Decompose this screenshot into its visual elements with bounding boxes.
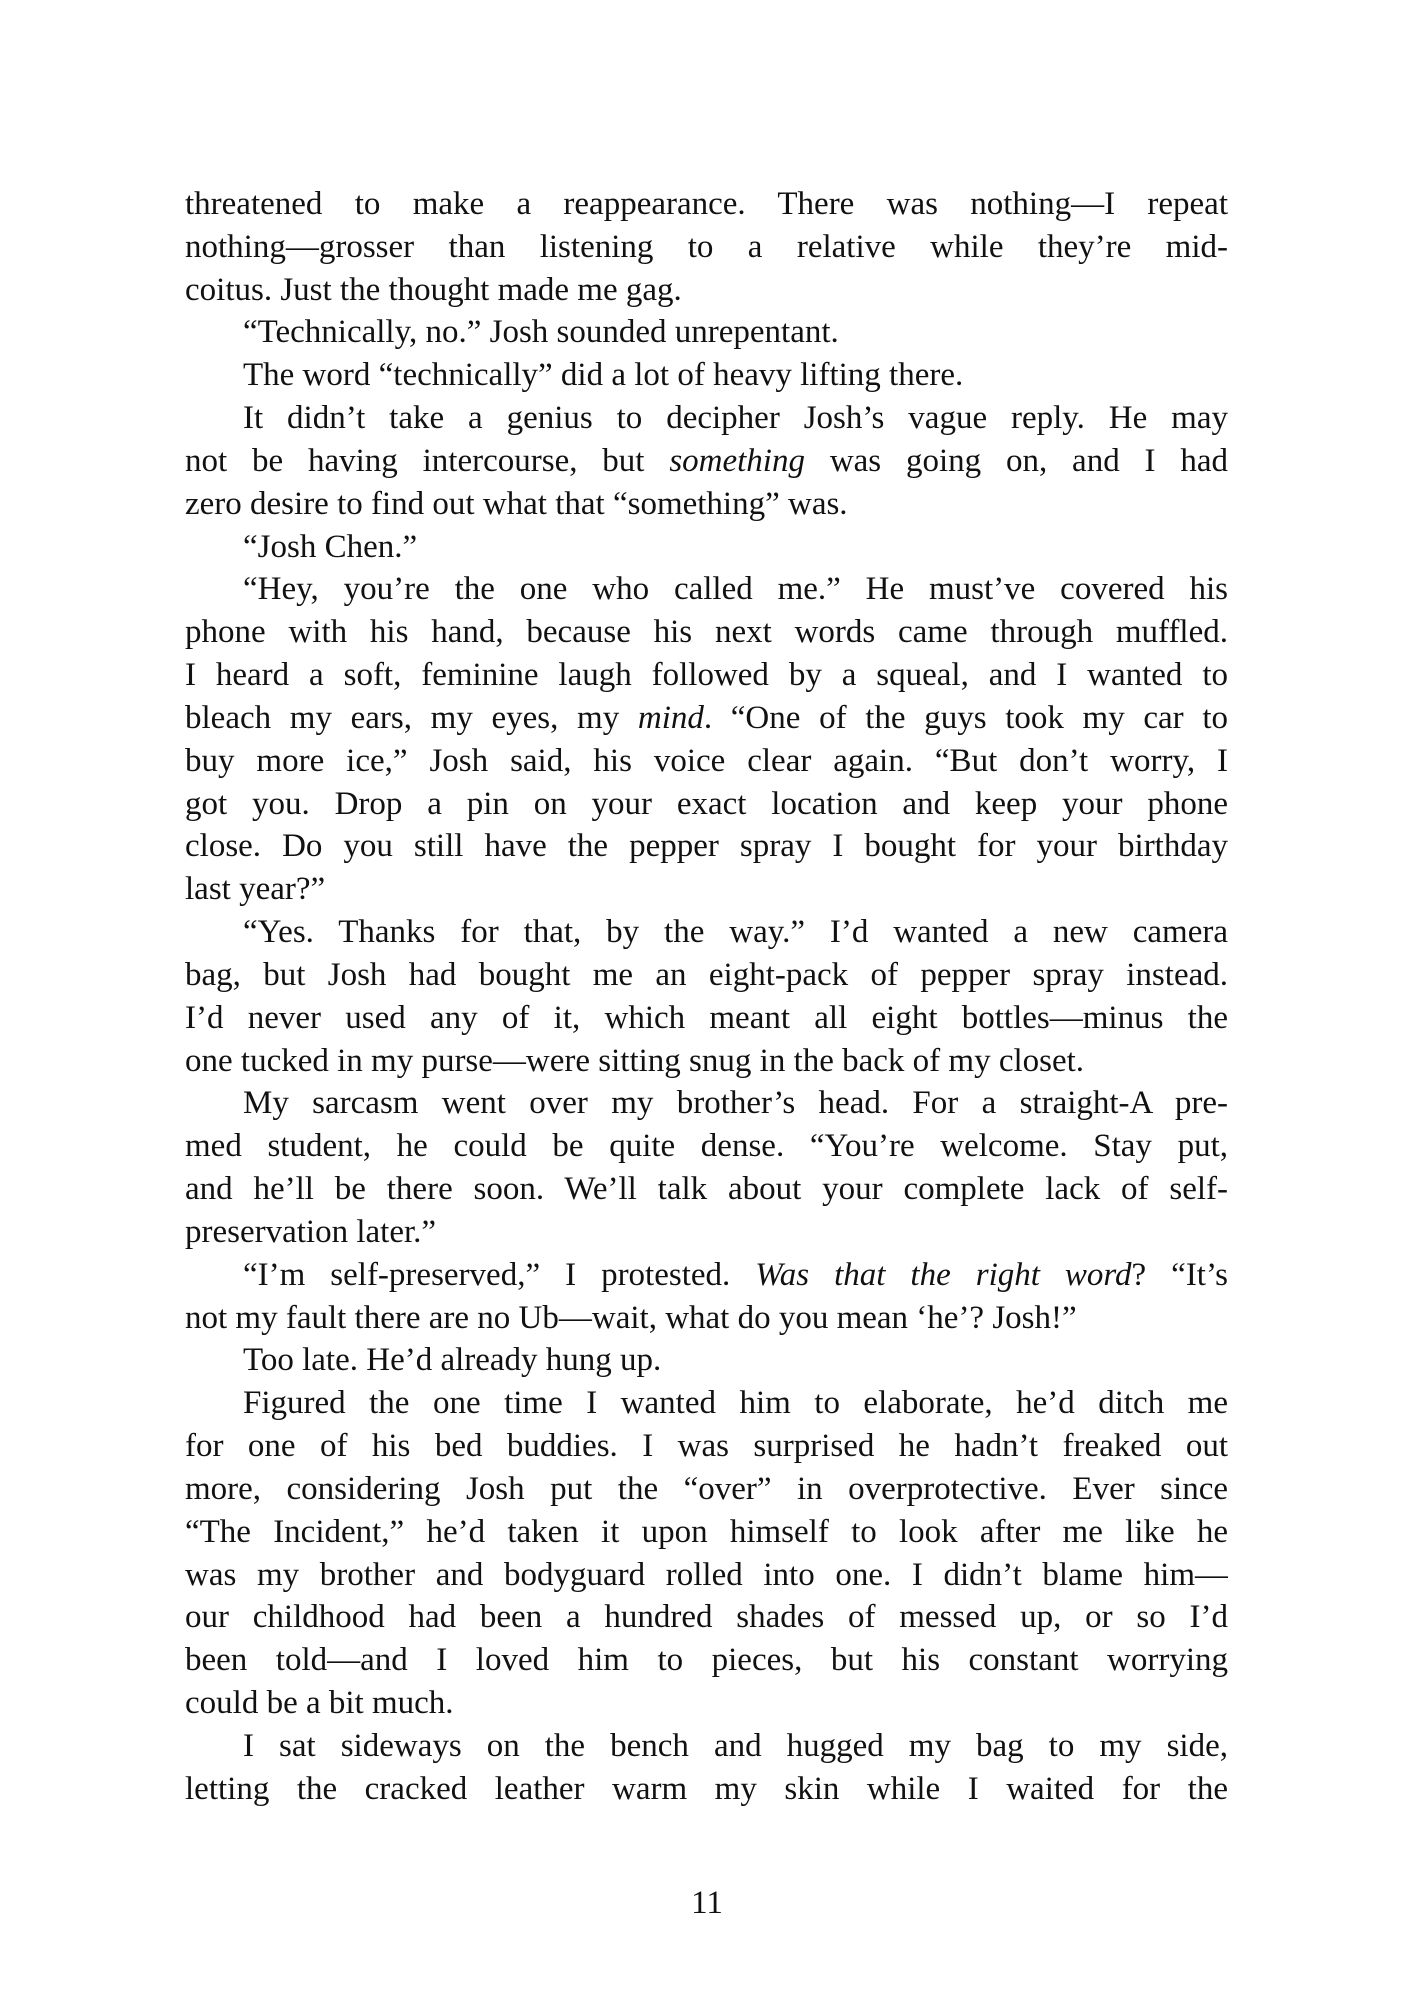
paragraph-first-line xyxy=(185,354,1228,397)
text-segment: buy more ice,” Josh said, his voice clear again. “But don’t worry, I xyxy=(185,742,1228,779)
paragraph-first-line xyxy=(185,526,1228,569)
paragraph-first-line xyxy=(185,1254,1228,1297)
text-segment: coitus. Just the thought made me gag. xyxy=(185,271,682,308)
text-segment: our childhood had been a hundred shades of messed up, or so I’d xyxy=(185,1599,1228,1636)
text-segment: and he’ll be there soon. We’ll talk about your complete lack of self- xyxy=(185,1171,1228,1208)
text-segment: preservation later.” xyxy=(185,1213,437,1250)
paragraph-first-line xyxy=(185,1725,1228,1768)
text-segment: “Technically, no.” Josh sounded unrepentant. xyxy=(243,314,839,351)
text-line xyxy=(185,1639,1228,1682)
text-line xyxy=(185,1511,1228,1554)
text-segment: “Yes. Thanks for that, by the way.” I’d wanted a new camera xyxy=(243,914,1228,951)
paragraph-first-line xyxy=(185,311,1228,354)
text-segment: was going on, and I had xyxy=(804,442,1228,479)
italic-text: Was that the right word xyxy=(755,1256,1132,1293)
paragraph-first-line xyxy=(185,1339,1228,1382)
text-segment: was my brother and bodyguard rolled into one. I didn’t blame him— xyxy=(185,1556,1228,1593)
text-segment: The word “technically” did a lot of heavy lifting there. xyxy=(243,357,964,394)
text-line xyxy=(185,440,1228,483)
text-line xyxy=(185,740,1228,783)
text-line xyxy=(185,997,1228,1040)
italic-text: something xyxy=(669,442,805,479)
text-line xyxy=(185,611,1228,654)
text-line xyxy=(185,269,1228,312)
text-segment: med student, he could be quite dense. “You’re welcome. Stay put, xyxy=(185,1128,1228,1165)
text-segment: I heard a soft, feminine laugh followed by a squeal, and I wanted to xyxy=(185,657,1228,694)
text-segment: close. Do you still have the pepper spray I bought for your birthday xyxy=(185,828,1228,865)
text-line xyxy=(185,868,1228,911)
text-line xyxy=(185,825,1228,868)
text-segment: for one of his bed buddies. I was surprised he hadn’t freaked out xyxy=(185,1428,1228,1465)
text-line xyxy=(185,1554,1228,1597)
page-number: 11 xyxy=(691,1885,723,1921)
paragraph-first-line xyxy=(185,568,1228,611)
text-segment: not my fault there are no Ub—wait, what do you mean ‘he’? Josh!” xyxy=(185,1299,1077,1336)
text-segment: been told—and I loved him to pieces, but his constant worrying xyxy=(185,1642,1228,1679)
body-text xyxy=(185,183,1228,1810)
italic-text: mind xyxy=(637,699,704,736)
text-segment: ? “It’s xyxy=(1131,1256,1228,1293)
text-line xyxy=(185,697,1228,740)
text-segment: one tucked in my purse—were sitting snug in the back of my closet. xyxy=(185,1042,1085,1079)
text-line xyxy=(185,226,1228,269)
text-line xyxy=(185,1682,1228,1725)
text-segment: “Josh Chen.” xyxy=(243,528,418,565)
text-segment: nothing—grosser than listening to a relative while they’re mid- xyxy=(185,228,1228,265)
text-segment: zero desire to find out what that “something” was. xyxy=(185,485,848,522)
text-segment: I’d never used any of it, which meant all eight bottles—minus the xyxy=(185,999,1228,1036)
text-segment: “Hey, you’re the one who called me.” He must’ve covered his xyxy=(243,571,1228,608)
text-line xyxy=(185,1297,1228,1340)
text-segment: . “One of the guys took my car to xyxy=(703,699,1228,736)
text-line xyxy=(185,183,1228,226)
paragraph-first-line xyxy=(185,1082,1228,1125)
text-line xyxy=(185,1468,1228,1511)
text-line xyxy=(185,1168,1228,1211)
text-segment: letting the cracked leather warm my skin while I waited for the xyxy=(185,1770,1228,1807)
text-segment: not be having intercourse, but xyxy=(185,442,670,479)
text-line xyxy=(185,1040,1228,1083)
text-line xyxy=(185,654,1228,697)
paragraph-first-line xyxy=(185,1382,1228,1425)
text-segment: “The Incident,” he’d taken it upon himself to look after me like he xyxy=(185,1513,1228,1550)
text-segment: bag, but Josh had bought me an eight-pack of pepper spray instead. xyxy=(185,956,1228,993)
text-segment: My sarcasm went over my brother’s head. For a straight-A pre- xyxy=(243,1085,1228,1122)
text-line xyxy=(185,1425,1228,1468)
paragraph-first-line xyxy=(185,397,1228,440)
text-segment: bleach my ears, my eyes, my xyxy=(185,699,638,736)
text-segment: It didn’t take a genius to decipher Josh’s vague reply. He may xyxy=(243,400,1228,437)
text-segment: more, considering Josh put the “over” in overprotective. Ever since xyxy=(185,1470,1228,1507)
text-segment: I sat sideways on the bench and hugged my bag to my side, xyxy=(243,1727,1228,1764)
text-segment: phone with his hand, because his next words came through muffled. xyxy=(185,614,1228,651)
paragraph-first-line xyxy=(185,911,1228,954)
text-segment: could be a bit much. xyxy=(185,1684,454,1721)
text-line xyxy=(185,483,1228,526)
text-segment: “I’m self-preserved,” I protested. xyxy=(243,1256,756,1293)
text-line xyxy=(185,954,1228,997)
text-line xyxy=(185,1596,1228,1639)
text-segment: last year?” xyxy=(185,871,326,908)
text-line xyxy=(185,783,1228,826)
text-segment: threatened to make a reappearance. There was nothing—I repeat xyxy=(185,186,1228,222)
text-segment: Too late. He’d already hung up. xyxy=(243,1342,662,1379)
text-segment: got you. Drop a pin on your exact location and keep your phone xyxy=(185,785,1228,822)
text-line xyxy=(185,1768,1228,1811)
text-line xyxy=(185,1211,1228,1254)
text-segment: Figured the one time I wanted him to elaborate, he’d ditch me xyxy=(243,1385,1228,1422)
text-line xyxy=(185,1125,1228,1168)
